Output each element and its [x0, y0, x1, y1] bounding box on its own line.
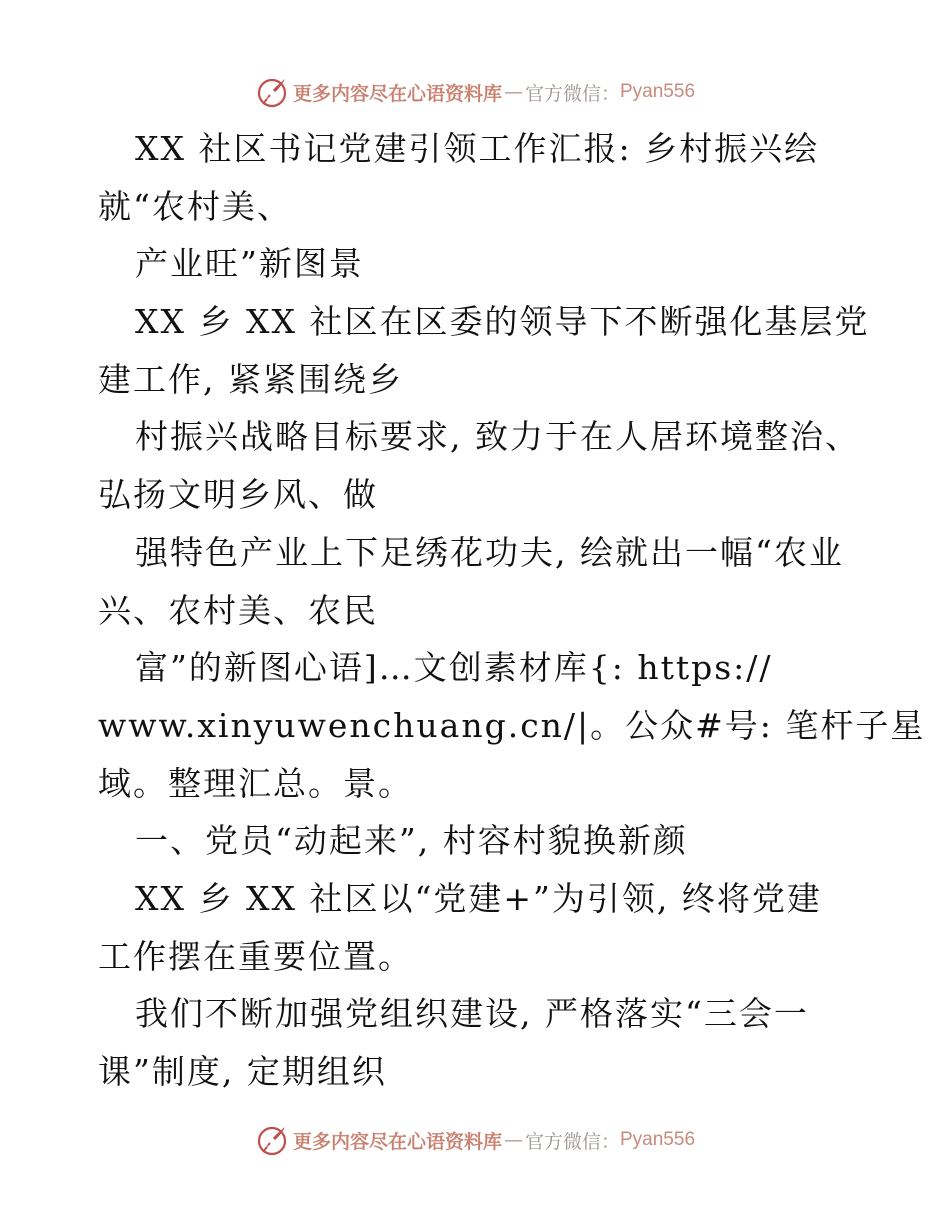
watermark-main-text: 更多内容尽在心语资料库: [292, 1130, 502, 1153]
watermark-dash: —: [503, 1129, 523, 1151]
paragraph-line: 课”制度, 定期组织: [98, 1052, 387, 1091]
watermark-dash: —: [503, 81, 523, 103]
watermark-banner-top: [0, 72, 950, 112]
document-body: [98, 120, 926, 1101]
document-title-line-1: XX 社区书记党建引领工作汇报: 乡村振兴绘: [135, 129, 820, 168]
paragraph-line: 建工作, 紧紧围绕乡: [98, 359, 403, 399]
watermark-wechat-id: Pyan556: [620, 1129, 696, 1150]
paragraph-line: XX 乡 XX 社区在区委的领导下不断强化基层党: [135, 302, 870, 342]
paragraph-line: 强特色产业上下足绣花功夫, 绘就出一幅“农业: [135, 532, 844, 572]
paragraph-line: 弘扬文明乡风、做: [98, 475, 378, 515]
paragraph-line: 域。整理汇总。景。: [98, 763, 413, 803]
paragraph-line: 富”的新图心语]…文创素材库{: https://: [135, 648, 773, 688]
feather-logo-icon: [255, 1123, 289, 1157]
paragraph-line: 工作摆在重要位置。: [98, 936, 413, 976]
watermark-official-label: 官方微信：: [524, 82, 620, 105]
paragraph-line: www.xinyuwenchuang.cn/|。公众#号: 笔杆子星: [98, 705, 926, 745]
watermark-official-label: 官方微信：: [524, 1130, 620, 1153]
paragraph-line: XX 乡 XX 社区以“党建+”为引领, 终将党建: [135, 878, 822, 918]
paragraph-line: 兴、农村美、农民: [98, 590, 378, 630]
document-title-line-2: 就“农村美、: [98, 186, 292, 226]
watermark-wechat-id: Pyan556: [620, 81, 696, 102]
watermark-banner-bottom: [0, 1120, 950, 1160]
watermark-main-text: 更多内容尽在心语资料库: [292, 82, 502, 105]
paragraph-line: 我们不断加强党组织建设, 严格落实“三会一: [135, 994, 809, 1034]
paragraph-line: 村振兴战略目标要求, 致力于在人居环境整治、: [135, 417, 860, 457]
section-heading: 一、党员“动起来”, 村容村貌换新颜: [135, 821, 688, 861]
document-title-line-3: 产业旺”新图景: [135, 244, 364, 284]
feather-logo-icon: [255, 75, 289, 109]
